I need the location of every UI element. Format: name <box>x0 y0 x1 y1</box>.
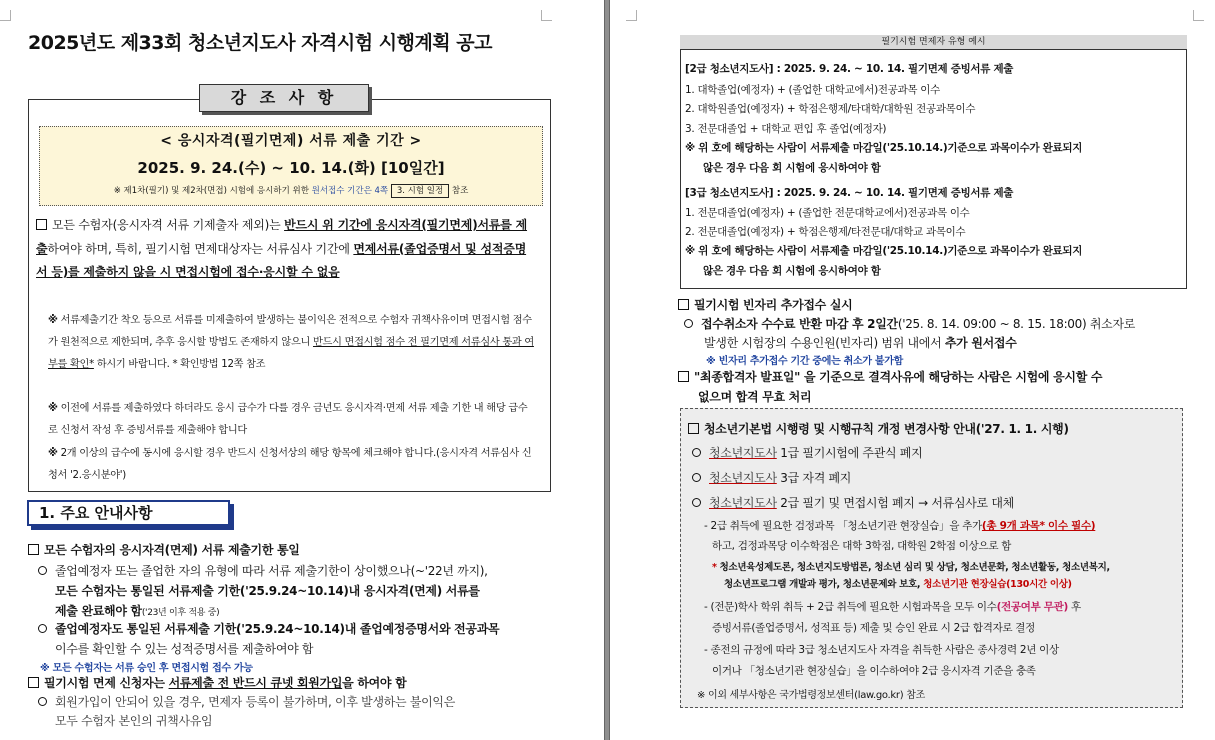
crop-mark <box>0 10 11 21</box>
section1-item-2 <box>28 674 406 691</box>
change-1 <box>692 444 922 461</box>
vac-l2b: ('25. 8. 14. 09:00 ~ 8. 15. 18:00) 취소자로 <box>897 317 1136 331</box>
s1-l9: 회원가입이 안되어 있을 경우, 면제자 등록이 불가하며, 이후 발생하는 불이익은 <box>55 695 456 709</box>
grade2-note-1: ※ 위 호에 해당하는 사람이 서류제출 마감일('25.10.14.)기준으로 과목이수가 완료되지 <box>685 142 1083 154</box>
crop-mark <box>626 10 637 21</box>
section1-sub-1 <box>38 562 488 579</box>
disqualify-item <box>678 368 1102 385</box>
emphasis-note-2: ※ 이전에 서류를 제출하였다 하더라도 응시 급수가 다를 경우 금년도 응시자격·면제 서류 제출 기한 내 해당 급수로 신청서 작성 후 증빙서류를 제출해야 합니다 <box>48 403 528 436</box>
n1-emph: 반드시 면접시험 점수 전 필기면제 서류심사 통과 여부를 확인* <box>48 337 534 370</box>
chg-title: 청소년기본법 시행령 및 시행규칙 개정 변경사항 안내('27. 1. 1. 시행) <box>704 422 1069 436</box>
crop-mark <box>541 10 552 21</box>
grade2-item-1: 1. 대학졸업(예정자) + (졸업한 대학교에서)전공과목 이수 <box>685 84 940 96</box>
chg-d5a: - (전문)학사 학위 취득 + 2급 취득에 필요한 시험과목을 모두 이수 <box>704 601 997 613</box>
circle-bullet-icon <box>38 566 47 575</box>
p1-text2: 하여야 하며, 특히, 필기시험 면제대상자는 서류심사 기간에 <box>47 241 354 256</box>
change-detail-1 <box>704 518 1095 533</box>
s1-l5: 졸업예정자도 통일된 서류제출 기한('25.9.24~10.14)내 졸업예정증명서와 전공과목 <box>55 622 500 636</box>
chg-c1b: 1급 필기시험에 주관식 폐지 <box>776 446 923 460</box>
chg-c2b: 3급 자격 폐지 <box>776 471 852 485</box>
document-title: 2025년도 제33회 청소년지도사 자격시험 시행계획 공고 <box>28 32 492 54</box>
grade3-title: [3급 청소년지도사] : 2025. 9. 24. ~ 10. 14. 필기면제 증빙서류 제출 <box>685 187 1014 199</box>
chg-d3: 청소년육성제도론, 청소년지도방법론, 청소년 심리 및 상담, 청소년문화, 청소년활동, 청소년복지, <box>716 562 1110 573</box>
chg-d1b: (총 9개 과목* 이수 필수) <box>981 520 1096 532</box>
checkbox-square-icon <box>36 219 47 230</box>
section1-sub-3b: 모두 수험자 본인의 귀책사유임 <box>55 714 213 728</box>
chg-d5c: 후 <box>1068 601 1081 613</box>
vacancy-blue-note: ※ 빈자리 추가접수 기간 중에는 취소가 불가함 <box>706 356 903 367</box>
deadline-box <box>39 126 543 206</box>
section-header: 1. 주요 안내사항 <box>27 500 230 526</box>
examples-header: 필기시험 면제자 유형 예시 <box>680 35 1187 50</box>
change-3 <box>692 494 1014 511</box>
grade2-note-2: 않은 경우 다음 회 시험에 응시하여야 함 <box>703 162 881 174</box>
grade3-note-1: ※ 위 호에 해당하는 사람이 서류제출 마감일('25.10.14.)기준으로 과목이수가 완료되지 <box>685 245 1083 257</box>
deadline-note <box>40 184 542 198</box>
change-detail-5 <box>704 599 1081 614</box>
emphasis-note-1 <box>48 310 536 376</box>
grade3-item-1: 1. 전문대졸업(예정자) + (졸업한 전문대학교에서)전공과목 이수 <box>685 207 970 219</box>
change-detail-6: 증빙서류(졸업증명서, 성적표 등) 제출 및 승인 완료 시 2급 합격자로 결정 <box>712 622 1035 634</box>
n3-text: 2개 이상의 급수에 동시에 응시할 경우 반드시 신청서상의 해당 항목에 체크해야 합니다.(응시자격 서류심사 신청서 '2.응시분야') <box>48 448 532 481</box>
deadline-title: < 응시자격(필기면제) 서류 제출 기간 > <box>160 133 422 149</box>
vacancy-title <box>678 296 852 313</box>
crop-mark <box>1193 10 1204 21</box>
change-2 <box>692 469 851 486</box>
chg-d4b: 청소년기관 현장실습(130시간 이상) <box>923 579 1072 590</box>
vac-l5: "최종합격자 발표일" 을 기준으로 결격사유에 해당하는 사람은 시험에 응시할 수 <box>694 370 1103 384</box>
change-detail-7: - 종전의 규정에 따라 3급 청소년지도사 자격을 취득한 사람은 종사경력 2년 이상 <box>704 644 1059 656</box>
chg-d4a: 청소년프로그램 개발과 평가, 청소년문제와 보호, <box>724 579 924 590</box>
s1-l4a: 제출 완료해야 함 <box>55 604 142 618</box>
section1-item-1 <box>28 541 300 558</box>
chg-c1a: 청소년지도사 <box>709 446 777 460</box>
p1-emph2: 면제서류(졸업증명서 및 성적증명서 등)를 제출하지 않을 시 면접시험에 접수·응시할 수 없음 <box>36 241 527 279</box>
deadline-note-tail: 참조 <box>449 186 469 196</box>
deadline-dates: 2025. 9. 24.(수) ~ 10. 14.(화) [10일간] <box>137 159 445 177</box>
s1-l4b: ('23년 이후 적용 중) <box>141 608 220 618</box>
chg-c2a: 청소년지도사 <box>709 471 777 485</box>
emphasis-header: 강 조 사 항 <box>199 84 369 112</box>
vac-l3a: 발생한 시험장의 수용인원(빈자리) 범위 내에서 <box>704 336 945 350</box>
s1-l8c: 을 하여야 함 <box>342 676 407 690</box>
section1-sub-2b: 이수를 확인할 수 있는 성적증명서를 제출하여야 함 <box>55 642 314 656</box>
s1-l8b: 서류제출 전 반드시 큐넷 회원가입 <box>168 676 343 690</box>
change-detail-2: 하고, 검정과목당 이수학점은 대학 3학점, 대학원 2학점 이상으로 함 <box>712 540 1012 552</box>
section1-sub-1c <box>55 602 219 619</box>
s1-l1: 모든 수험자의 응시자격(면제) 서류 제출기한 통일 <box>44 543 300 557</box>
vac-l3b: 추가 원서접수 <box>944 336 1017 350</box>
chg-d1a: - 2급 취득에 필요한 검정과목 「청소년기관 현장실습」을 추가 <box>704 520 982 532</box>
section1-sub-1b: 모든 수험자는 통일된 서류제출 기한('25.9.24~10.14)내 응시자격(면제) 서류를 <box>55 584 480 598</box>
chg-star: * <box>712 562 717 573</box>
change-detail-3 <box>712 559 1110 573</box>
n1-text: 서류제출기간 착오 등으로 서류를 미제출하여 발생하는 불이익은 전적으로 수험자 귀책사유이며 면접시험 점수가 원천적으로 제한되며, 추후 응시할 방법도 존재하지 않으니 <box>48 315 532 348</box>
grade2-item-2: 2. 대학원졸업(예정자) + 학점은행제/타대학/대학원 전공과목이수 <box>685 103 976 115</box>
section1-sub-2 <box>38 620 499 637</box>
s1-l8a: 필기시험 면제 신청자는 <box>44 676 169 690</box>
n1-tail: 하시기 바랍니다. * 확인방법 12쪽 참조 <box>93 359 266 370</box>
emphasis-paragraph <box>36 214 536 285</box>
deadline-note-text: ※ 제1차(필기) 및 제2차(면접) 시험에 응시하기 위한 <box>113 186 312 196</box>
grade2-item-3: 3. 전문대졸업 + 대학교 편입 후 졸업(예정자) <box>685 123 887 135</box>
chg-c3b: 2급 필기 및 면접시험 폐지 → 서류심사로 대체 <box>776 496 1014 510</box>
change-detail-9: ※ 이외 세부사항은 국가법령정보센터(law.go.kr) 참조 <box>697 690 925 701</box>
vac-l1: 필기시험 빈자리 추가접수 실시 <box>694 298 853 312</box>
chg-d5b: (전공여부 무관) <box>996 601 1068 613</box>
deadline-note-link: 원서접수 기간은 4쪽 <box>311 186 389 196</box>
section1-sub-3 <box>38 693 455 710</box>
grade3-item-2: 2. 전문대졸업(예정자) + 학점은행제/타전문대/대학교 과목이수 <box>685 226 966 238</box>
vac-l2a: 접수취소자 수수료 반환 마감 후 2일간 <box>701 317 898 331</box>
reference-mark-icon: ※ <box>48 315 58 326</box>
n2-text: 이전에 서류를 제출하였다 하더라도 응시 급수가 다를 경우 금년도 응시자격·면제 서류 제출 기한 내 해당 급수로 신청서 작성 후 증빙서류를 제출해야 합니다 <box>48 403 528 436</box>
vacancy-sub-1 <box>684 315 1135 332</box>
p1-text: 모든 수험자(응시자격 서류 기제출자 제외)는 <box>52 218 285 232</box>
p1-emph: 반드시 위 기간에 응시자격(필기면제)서류를 제출 <box>36 218 528 256</box>
changes-title <box>688 420 1069 437</box>
change-detail-8: 이거나 「청소년기관 현장실습」을 이수하여야 2급 응시자격 기준을 충족 <box>712 665 1036 677</box>
disqualify-item-b: 없으며 합격 무효 처리 <box>698 390 812 404</box>
grade2-title: [2급 청소년지도사] : 2025. 9. 24. ~ 10. 14. 필기면제 증빙서류 제출 <box>685 63 1014 75</box>
schedule-badge: 3. 시험 일정 <box>391 184 449 198</box>
emphasis-note-3: ※ 2개 이상의 급수에 동시에 응시할 경우 반드시 신청서상의 해당 항목에 체크해야 합니다.(응시자격 서류심사 신청서 '2.응시분야') <box>48 448 532 481</box>
change-detail-4 <box>724 576 1072 590</box>
s1-l2: 졸업예정자 또는 졸업한 자의 유형에 따라 서류 제출기한이 상이했으나(~'22년 까지), <box>55 564 488 578</box>
grade3-note-2: 않은 경우 다음 회 시험에 응시하여야 함 <box>703 265 881 277</box>
chg-c3a: 청소년지도사 <box>709 496 777 510</box>
section1-blue-note: ※ 모든 수험자는 서류 승인 후 면접시험 접수 가능 <box>40 663 253 674</box>
vacancy-sub-1b <box>704 334 1017 351</box>
